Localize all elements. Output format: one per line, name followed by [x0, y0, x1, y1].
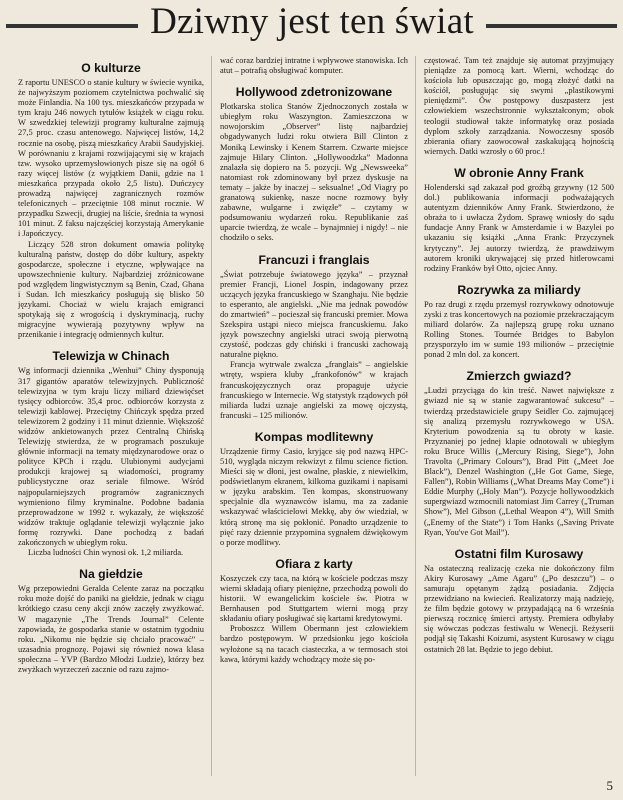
article-hollywood-zdetronizowane	[220, 85, 408, 243]
article-telewizja-w-chinach	[18, 349, 204, 558]
article-francuzi-i-franglais	[220, 253, 408, 421]
article-paragraph: częstować. Tam też znajduje się automat przyjmujący pieniądze za pomocą kart. Wierni, wchodząc do kościoła lub opuszczając go, mogą złożyć datki na kościół, posługując się swymi „plastikowymi pieniędzmi”. Ów postępowy duszpasterz jest człowiekiem wszechstronnie wykształconym; obok teologii studiował także informatykę oraz posiada dyplom szkoły zarządzania. Nowoczesny sposób zbierania ofiary zaowocował zaskakującą hojnością wiernych. Datki wzrosły o 60 proc.!	[424, 56, 614, 156]
article-na-gieldzie-continued	[220, 56, 408, 76]
article-paragraph: wać coraz bardziej intratne i wpływowe stanowiska. Ich atut – potrafią obsługiwać komputer.	[220, 56, 408, 76]
page-number: 5	[606, 778, 613, 793]
article-ofiara-z-karty-continued	[424, 56, 614, 157]
article-headline: Ostatni film Kurosawy	[454, 546, 584, 561]
article-headline: Zmierzch gwiazd?	[466, 369, 572, 384]
article-headline: O kulturze	[81, 61, 141, 75]
page-header	[0, 0, 623, 44]
article-ofiara-z-karty	[220, 557, 408, 665]
column-2	[220, 56, 408, 786]
article-headline: Kompas modlitewny	[254, 429, 374, 444]
article-ostatni-film-kurosawy	[424, 547, 614, 655]
article-paragraph: Wg informacji dziennika „Wenhui” Chiny dysponują 317 gigantów aparatów telewizyjnych. Publiczność telewizyjna w tym kraju liczy miliard dziewięćset tysięcy odbiorców. 35,4 proc. odbiorców korzysta z telewizji kablowej. Przeciętny Chińczyk spędza przed telewizorem 2 godziny i 11 minut dziennie. Większość widzów ankietowanych przez Centralną Chińską Telewizję stwierdza, że w programach poszukuje głównie informacji na tematy międzynarodowe oraz o polityce KPCh i rządu. Ulubionymi audycjami produkcji krajowej są wiadomości, programy publicystyczne oraz seriale filmowe. Wśród najpopularniejszych programów zagranicznych wymieniono filmy kryminalne. Podobne badania przeprowadzone w 1992 r. wykazały, że większość widzów traktuje oglądanie telewizji wyłącznie jako formę rozrywki. Dane pochodzą z badań zakończonych w ubiegłym roku.	[18, 366, 204, 548]
column-divider	[211, 56, 212, 776]
column-1	[18, 56, 204, 786]
article-paragraph: Koszyczek czy taca, na którą w kościele podczas mszy wierni składają ofiary pieniężne, przechodzą powoli do historii. W ewangelickim kościele św. Piotra w Bernhausen pod Stuttgartem wierni mogą przy składaniu ofiary posługiwać się kartami kredytowymi.	[220, 573, 408, 624]
article-paragraph: Liczba ludności Chin wynosi ok. 1,2 miliarda.	[28, 548, 184, 558]
article-paragraph: Urządzenie firmy Casio, kryjące się pod nazwą HPC-510, wygląda niczym rekwizyt z filmu science fiction. Mieści się w dłoni, jest owalne, płaskie, z niewielkim, podświetlanym ekranem, kilkoma guzikami i napisami w języku arabskim. Ten kompas, skonstruowany specjalnie dla wyznawców islamu, ma za zadanie wskazywać właścicielowi Mekkę, aby ów wiedział, w którą stronę ma się pokłonić. Ponadto urządzenie to pięć razy dziennie przypomina sygnałem dźwiękowym o porze modlitwy.	[220, 446, 408, 547]
article-headline: Rozrywka za miliardy	[457, 282, 581, 297]
article-paragraph: Liczący 528 stron dokument omawia politykę kulturalną państw, dostęp do dóbr kultury, aspekty gospodarcze, społeczne i etyczne, wpływające na upowszechnienie kultury. Najbardziej zróżnicowane pod względem lingwistycznym są Benin, Czad, Ghana i Sudan. Ich mieszkańcy posługują się blisko 50 językami. Chociaż w wielu krajach emigranci spotykają się z wrogością i dyskryminacją, ruchy migracyjne wywierają pozytywny wpływ na przenikanie i integrację odmiennych kultur.	[18, 239, 204, 340]
article-paragraph: „Świat potrzebuje światowego języka” – przyznał premier Francji, Lionel Jospin, indagowany przez uczących języka francuskiego w Szanghaju. Nie będzie to esperanto, ale angielski. „Nie ma jednak powodów do zmartwień” – pocieszał się francuski premier. Mowa Szekspira ustąpi nieco miejsca francuskiemu. Jako język powszechny angielski utraci swoją pierwotną czystość, podczas gdy chiński i francuski zachowają naturalne piękno.	[220, 269, 408, 360]
article-na-gieldzie	[18, 567, 204, 675]
article-rozrywka-za-miliardy	[424, 283, 614, 361]
article-w-obronie-anny-frank	[424, 166, 614, 274]
article-headline: Francuzi i franglais	[258, 252, 370, 267]
column-divider	[415, 56, 416, 776]
header-rule-left	[6, 24, 138, 28]
article-paragraph: Proboszcz Willem Obermann jest człowiekiem bardzo postępowym. W przedsionku jego kościoła wyłożone są na tacach ciasteczka, a w termosach stoi kawa, którymi każdy wchodzący może się po-	[220, 624, 408, 664]
article-paragraph: Na ostateczną realizację czeka nie dokończony film Akiry Kurosawy „Ame Agaru” („Po deszczu”) – o samuraju opętanym żądzą posiadania. Zdjęcia przewidziano na kwiecień. Realizatorzy mają nadzieję, że film będzie gotowy w przypadającą na 6 września pierwszą rocznicę śmierci artysty. Premiera odbyłaby się wówczas podczas festiwalu w Wenecji. Reżyserii podjął się Takashi Koizumi, asystent Kurosawy w ciągu ostatnich 28 lat. Będzie to jego debiut.	[424, 563, 614, 654]
page-title: Dziwny jest ten świat	[150, 1, 474, 42]
article-headline: W obronie Anny Frank	[454, 165, 584, 180]
article-paragraph: „Ludzi przyciąga do kin treść. Nawet największe z gwiazd nie są w stanie zagwarantować sukcesu” – twierdzą przedstawiciele grupy Seidler Co. zajmującej się analizą przemysłu rozrywkowego w USA. Kryterium powodzenia są tu obroty w kasie. Przyznaniej po jednej klapie odnotowali w ubiegłym roku Bruce Willis („Mercury Rising, Siege”), John Travolta („Primary Colours”), Brad Pitt („Meet Joe Black”), Denzel Washington („He Got Game, Siege, Fallen”), Robin Williams („What Dreams May Come”) i Eddie Murphy („Holy Man”). Pozycje hollywoodzkich supergwiazd wzmocnili natomiast Jim Carrey („Truman Show”), Mel Gibson („Lethal Weapon 4”), Will Smith („Enemy of the State”) i Tom Hanks („Saving Private Ryan, You've Got Mail”).	[424, 386, 614, 537]
article-paragraph: Francja wytrwale zwalcza „franglais” – angielskie wtręty, wspiera kluby „frankofonów” w krajach francuskojęzycznych oraz propaguje użycie francuskiego w Internecie. Wg statystyk rządowych pół miliarda ludzi uznaje angielski za mowę ojczystą, francuski – 125 milionów.	[220, 360, 408, 420]
article-paragraph: Po raz drugi z rzędu przemysł rozrywkowy odnotowuje zyski z tras koncertowych na poziomie przekraczającym miliard dolarów. Za najlepszą grupę roku uznano Rolling Stones. Tournée Bridges to Babylon przysporzyło im w sumie 193 milionów – przeciętnie ponad 2 mln dol. za koncert.	[424, 299, 614, 360]
article-headline: Hollywood zdetronizowane	[235, 85, 393, 100]
article-paragraph: Z raportu UNESCO o stanie kultury w świecie wynika, że najwyższym poziomem czytelnictwa pochwalić się może Finlandia. Na 100 tys. mieszkańców przypada w tym kraju 246 nowych tytułów książek w ciągu roku. W szwedzkiej telewizji programy kulturalne zajmują 27,5 proc. czasu antenowego. Najwięcej listów, 14,2 rocznie na osobę, piszą mieszkańcy Arabii Saudyjskiej. W porównaniu z krajami rozwijającymi się w krajach tzw. wysoko uprzemysłowionych pisze się na ogół 6 razy więcej listów (z wyjątkiem Danii, gdzie na 1 mieszkańca przypada około 2,5 listu). Duńczycy prowadzą najwięcej zagranicznych rozmów telefonicznych – przeciętnie 108 minut rocznie. W przypadku Szwecji, drugiej na liście, średnia ta wynosi 101 minut. Z faksu najczęściej korzystają Amerykanie i Japończycy.	[18, 78, 204, 239]
article-zmierzch-gwiazd	[424, 369, 614, 537]
article-paragraph: Plotkarska stolica Stanów Zjednoczonych została w ubiegłym roku Waszyngton. Zamieszczona w nowojorskim „Observer” listę najbardziej obgadywanych ludzi roku otwiera Bill Clinton z Moniką Lewinsky i Kenem Starrem. Czwarte miejsce zajmuje Hilary Clinton. „Hollywoodzka” Madonna znalazła się dopiero na 5. pozycji. Wg „Newsweeka” natomiast rok zdominowany był przez dyskusje na tematy – jakże by inaczej – seksualne! „Od Viagry po granatową sukienkę, nasze nocne rozmowy były zabawne, wulgarne i zwięzłe” – czytamy w podsumowaniu wydarzeń roku. Republikanie zaś uparcie twierdzą, że wcale – bynajmniej i nigdy! – nie chodziło o seks.	[220, 102, 408, 243]
article-paragraph: Wg przepowiedni Geralda Celente zaraz na początku roku może dojść do paniki na giełdzie, jednak w ciągu krótkiego czasu ceny akcji znów zaczęły zwyżkować. W magazynie „The Trends Journal” Celente zapowiada, że gospodarka stanie w ostatnim tygodniu roku. „Nikomu nie będzie się chciało pracować” – uzasadnia prognozę. Pojawi się również nowa klasa społeczna – YVP (Bardzo Młodzi Ludzie), którzy bez zwyżkach wyrzeczeń zacznie od razu zajmo-	[18, 584, 204, 674]
article-kompas-modlitewny	[220, 430, 408, 548]
article-headline: Ofiara z karty	[275, 556, 353, 571]
article-headline: Na giełdzie	[79, 567, 143, 582]
article-headline: Telewizja w Chinach	[52, 349, 170, 364]
article-paragraph: Holenderski sąd zakazał pod groźbą grzywny (12 500 dol.) publikowania informacji podważających autentyzm dzienników Anny Frank. Stwierdzono, że obraża to i uwłacza Żydom. Sprawę wniosły do sądu fundacje Anny Frank w Amsterdamie i w Bazylei po ukazaniu się książki „Anna Frank: Przyczynek krytyczny”. Jej autorzy twierdzą, że prawdziwym autorem kroniki ukrywającej się przed hitlerowcami rodziny Franków był Otto, ojciec Anny.	[424, 182, 614, 273]
article-o-kulturze	[18, 61, 204, 340]
column-3	[424, 56, 614, 786]
header-rule-right	[486, 24, 617, 28]
